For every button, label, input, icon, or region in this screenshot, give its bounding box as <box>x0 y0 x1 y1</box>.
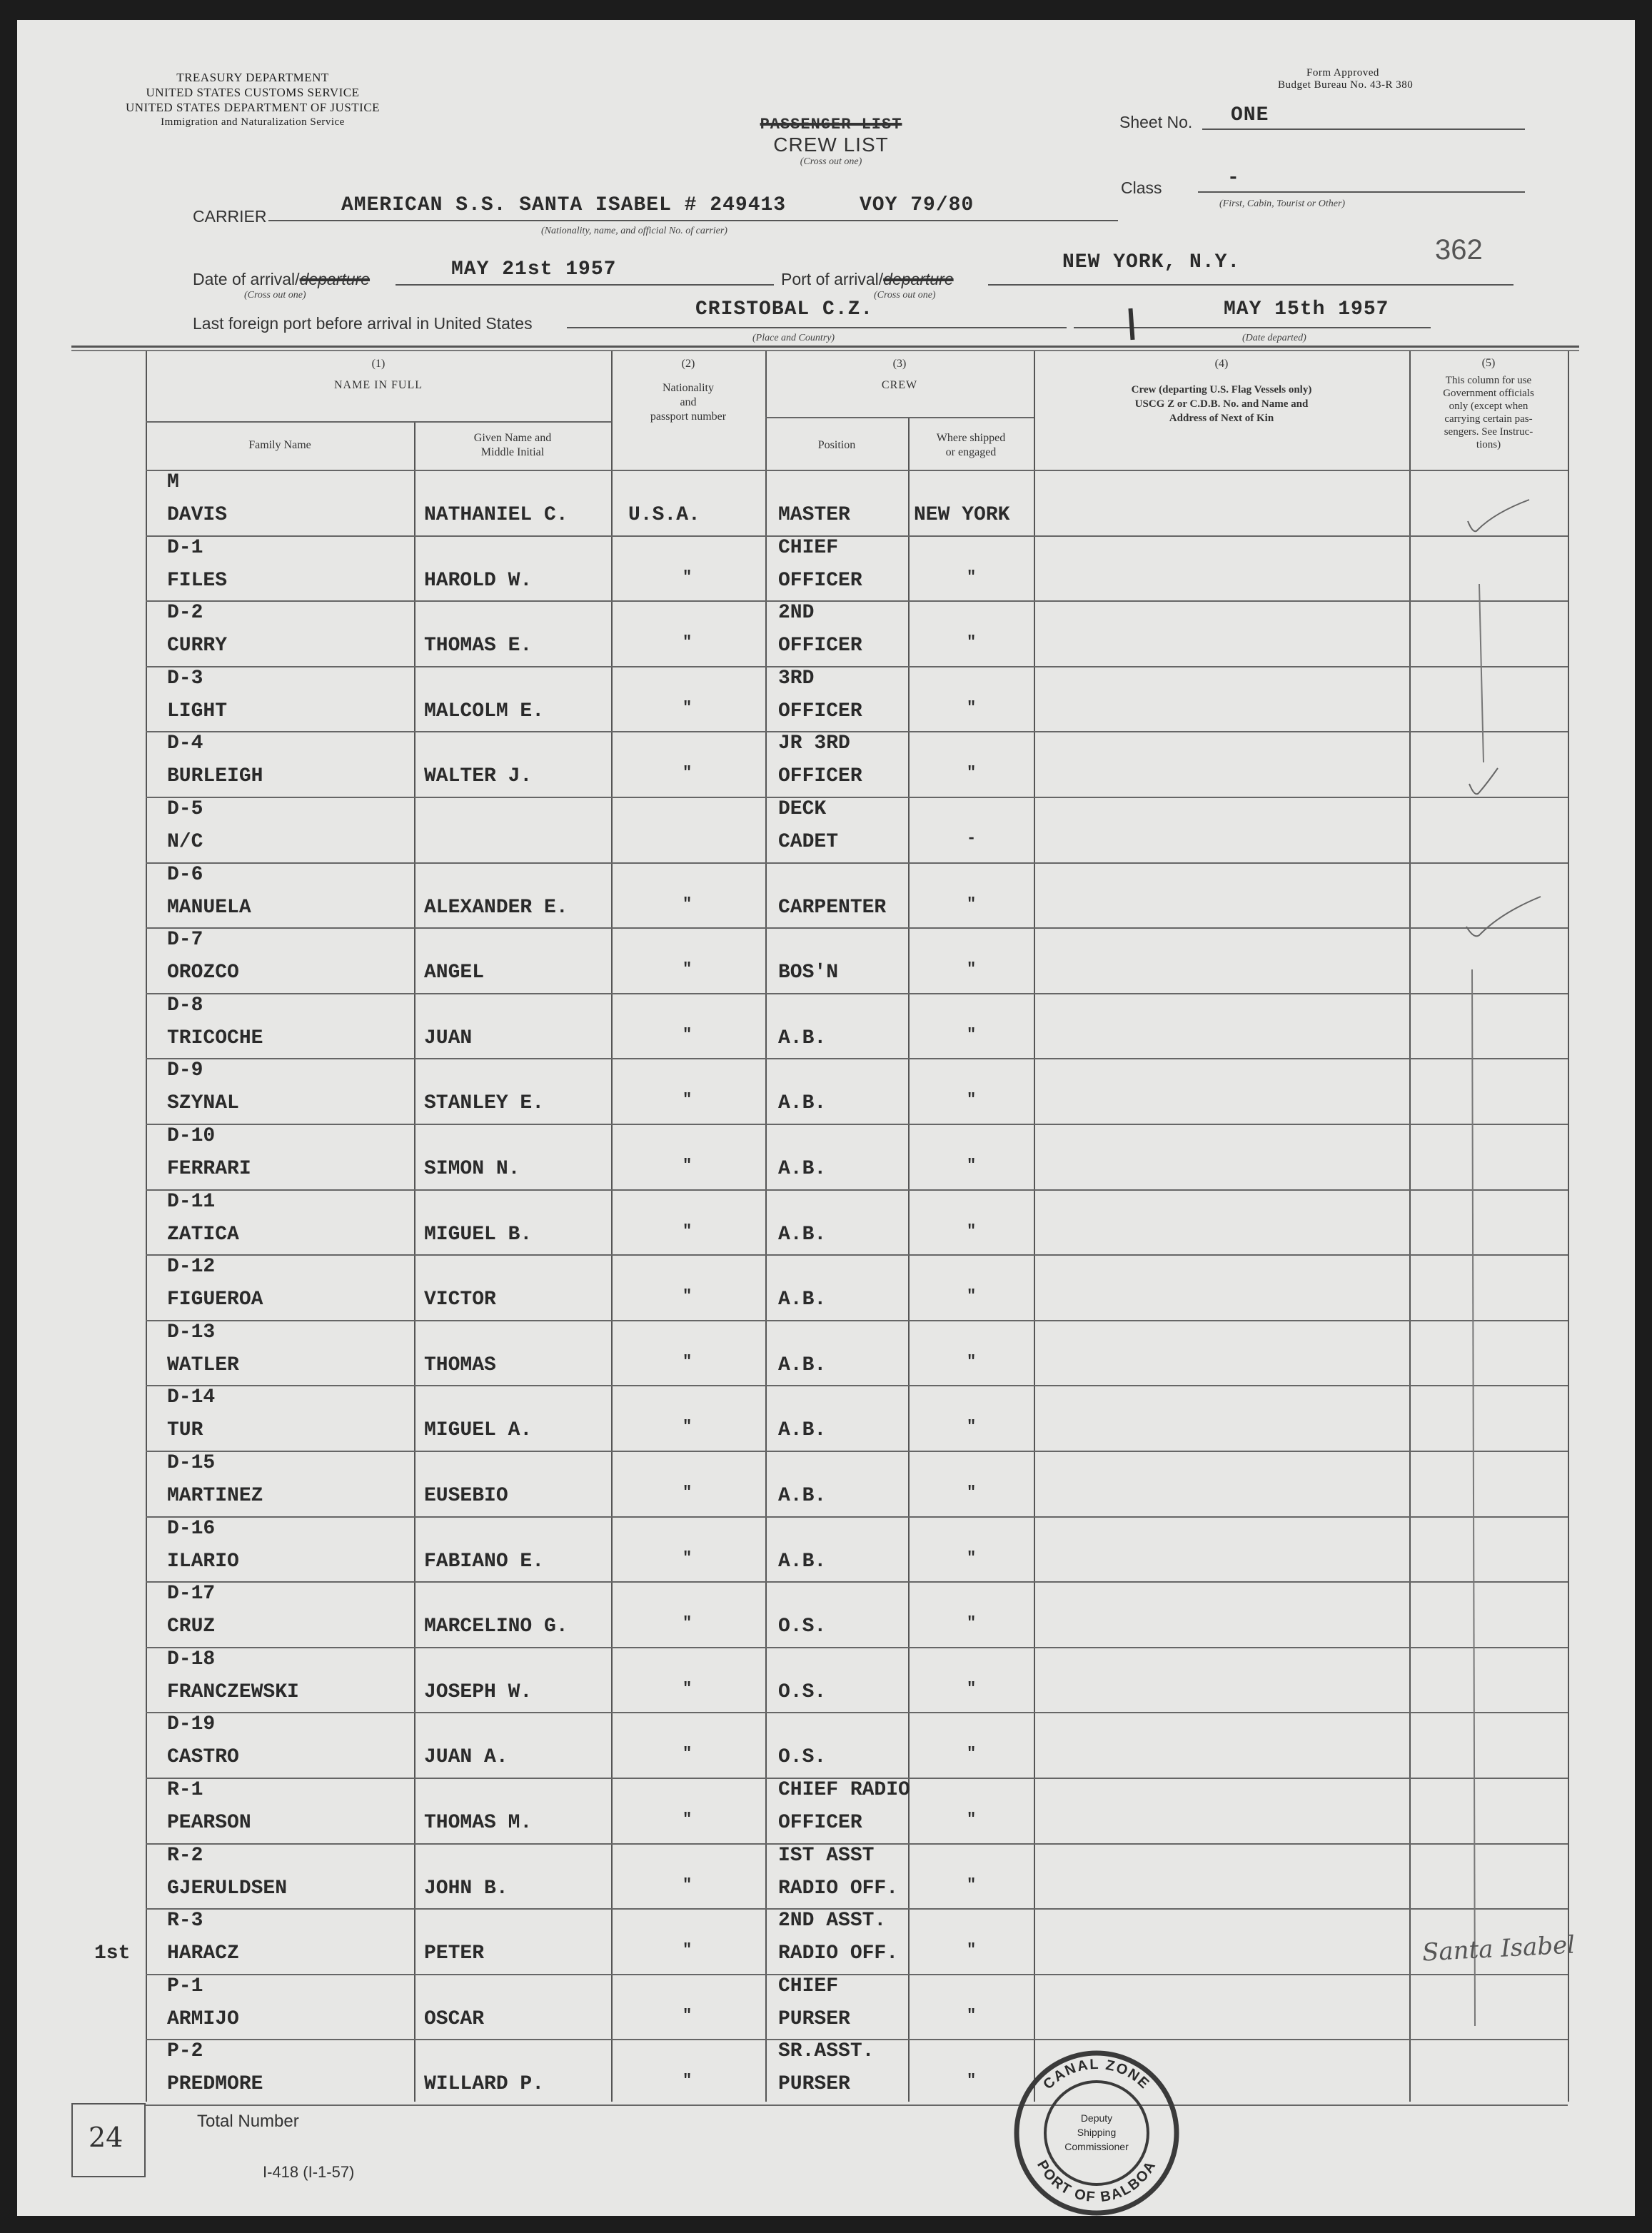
family-name: CRUZ <box>167 1615 216 1638</box>
table-border-right <box>1568 351 1569 2102</box>
given-name-header <box>414 431 611 460</box>
position-line-1: CHIEF <box>778 536 839 559</box>
port-line <box>988 284 1514 286</box>
total-number-value: 24 <box>89 2122 124 2153</box>
given-name: STANLEY E. <box>424 1092 545 1115</box>
nationality: " <box>683 1679 692 1698</box>
given-name: JOSEPH W. <box>424 1680 533 1703</box>
family-name: FRANCZEWSKI <box>167 1680 299 1703</box>
check-mark-2 <box>1469 768 1498 794</box>
handwritten-number: 362 <box>1435 234 1483 266</box>
position-line-1: CHIEF <box>778 1975 839 1997</box>
where-shipped-header-2: or engaged <box>945 446 997 458</box>
crew-code: D-10 <box>167 1125 216 1147</box>
stamp-top-text: CANAL ZONE <box>1040 2056 1153 2093</box>
family-name: GJERULDSEN <box>167 1877 288 1900</box>
crew-code: D-9 <box>167 1059 203 1082</box>
family-name: FILES <box>167 569 228 592</box>
col-1-header <box>146 357 611 393</box>
arrival-date-value: MAY 21st 1957 <box>451 258 617 281</box>
row-divider <box>146 927 1568 929</box>
check-line-2 <box>1472 969 1475 2026</box>
family-name: N/C <box>167 831 203 853</box>
family-name-header: Family Name <box>248 439 311 451</box>
check-mark-3 <box>1466 897 1541 936</box>
crew-code: D-2 <box>167 602 203 625</box>
header-rule-2 <box>71 350 1579 351</box>
row-divider <box>146 1647 1568 1648</box>
col-4-line-1: Crew (departing U.S. Flag Vessels only) <box>1131 384 1312 395</box>
nationality: " <box>683 1352 692 1371</box>
where-shipped: NEW YORK <box>914 504 1010 526</box>
family-name: ZATICA <box>167 1223 239 1246</box>
given-name: MALCOLM E. <box>424 700 545 722</box>
family-name: PEARSON <box>167 1812 251 1834</box>
crew-code: R-2 <box>167 1844 203 1867</box>
crew-code: R-1 <box>167 1779 203 1801</box>
col-1-title: NAME IN FULL <box>334 379 423 391</box>
where-shipped: " <box>967 1614 977 1633</box>
position-line-1: SR.ASST. <box>778 2040 875 2063</box>
col-5-line-6: tions) <box>1476 439 1501 450</box>
sheet-no-value: ONE <box>1231 104 1269 126</box>
crew-code: D-17 <box>167 1583 216 1606</box>
crew-code: D-15 <box>167 1452 216 1474</box>
row-divider <box>146 993 1568 994</box>
row-divider <box>146 666 1568 667</box>
col-2-header <box>611 357 765 424</box>
row-divider <box>146 1254 1568 1256</box>
where-shipped: " <box>967 1679 977 1698</box>
sheet-no-label: Sheet No. <box>1119 113 1193 131</box>
table-border-left <box>146 351 147 2102</box>
nationality: " <box>683 1025 692 1044</box>
where-shipped: " <box>967 1287 977 1306</box>
crew-code: D-12 <box>167 1256 216 1279</box>
where-shipped: " <box>967 1221 977 1240</box>
family-name: FIGUEROA <box>167 1289 263 1311</box>
given-name: VICTOR <box>424 1289 496 1311</box>
where-shipped: " <box>967 1483 977 1501</box>
family-name: ARMIJO <box>167 2007 239 2030</box>
position-line-2: A.B. <box>778 1092 827 1115</box>
nationality: " <box>683 698 692 717</box>
position-line-2: BOS'N <box>778 962 839 984</box>
verification-marks <box>1409 470 1568 2105</box>
where-shipped: " <box>967 1548 977 1567</box>
family-name: BURLEIGH <box>167 765 263 788</box>
position-line-1: 2ND ASST. <box>778 1910 887 1932</box>
header-rule-1 <box>71 346 1579 348</box>
given-name: ALEXANDER E. <box>424 896 568 919</box>
col-divider-2 <box>611 351 613 2102</box>
last-port-value: CRISTOBAL C.Z. <box>695 298 874 321</box>
nationality: " <box>683 764 692 782</box>
position-line-2: OFFICER <box>778 700 862 722</box>
last-port-line <box>567 327 1067 328</box>
where-shipped: " <box>967 1810 977 1828</box>
col-3-title: CREW <box>881 379 918 391</box>
col-4-header <box>1034 357 1409 425</box>
row-divider <box>146 1189 1568 1191</box>
sheet-no-line <box>1202 128 1525 130</box>
where-shipped: " <box>967 1941 977 1960</box>
dept-line-3: UNITED STATES DEPARTMENT OF JUSTICE <box>125 101 381 114</box>
nationality: " <box>683 1614 692 1633</box>
where-shipped: " <box>967 1091 977 1109</box>
where-shipped: " <box>967 2006 977 2025</box>
crew-code: D-19 <box>167 1713 216 1736</box>
position-line-1: CHIEF RADIO <box>778 1779 910 1801</box>
position-line-2: MASTER <box>778 504 850 526</box>
crew-code: P-1 <box>167 1975 203 1997</box>
row-divider <box>146 1124 1568 1125</box>
ink-mark <box>1128 308 1134 340</box>
position-line-1: IST ASST <box>778 1844 875 1867</box>
class-value: - <box>1227 167 1240 189</box>
nationality: " <box>683 894 692 913</box>
where-shipped: " <box>967 2072 977 2090</box>
given-name: THOMAS M. <box>424 1812 533 1834</box>
col-5-header <box>1409 357 1568 451</box>
given-name: PETER <box>424 1942 485 1965</box>
given-name: SIMON N. <box>424 1158 520 1180</box>
position-line-2: OFFICER <box>778 765 862 788</box>
position-line-2: A.B. <box>778 1289 827 1311</box>
family-name: OROZCO <box>167 962 239 984</box>
family-name: HARACZ <box>167 1942 239 1965</box>
nationality: " <box>683 960 692 979</box>
family-name: DAVIS <box>167 504 228 526</box>
given-name-header-2: Middle Initial <box>480 446 545 458</box>
crew-code: D-8 <box>167 994 203 1017</box>
where-shipped-header-1: Where shipped <box>936 432 1006 444</box>
position-line-1: 3RD <box>778 667 815 690</box>
position-line-2: A.B. <box>778 1485 827 1507</box>
last-port-note: (Place and Country) <box>752 333 835 343</box>
where-shipped: - <box>967 830 977 847</box>
crew-code: D-1 <box>167 536 203 559</box>
row-divider <box>146 535 1568 537</box>
stamp-inner-2: Shipping <box>1077 2127 1117 2138</box>
col-divider-3 <box>765 351 767 2102</box>
where-shipped: " <box>967 1745 977 1763</box>
nationality: " <box>683 633 692 652</box>
col-2-line-3: passport number <box>650 410 727 423</box>
col-5-line-4: carrying certain pas- <box>1444 413 1533 425</box>
form-number: I-418 (I-1-57) <box>263 2163 355 2181</box>
nationality: " <box>683 1941 692 1960</box>
crew-code: M <box>167 471 179 493</box>
position-line-2: RADIO OFF. <box>778 1942 899 1965</box>
given-name: FABIANO E. <box>424 1550 545 1573</box>
dept-line-2: UNITED STATES CUSTOMS SERVICE <box>146 86 360 99</box>
where-shipped: " <box>967 633 977 652</box>
document-title-block <box>724 116 938 168</box>
position-line-2: PURSER <box>778 2007 850 2030</box>
position-line-1: 2ND <box>778 602 815 625</box>
family-name: SZYNAL <box>167 1092 239 1115</box>
position-line-2: A.B. <box>778 1223 827 1246</box>
family-name: MARTINEZ <box>167 1485 263 1507</box>
position-line-2: CADET <box>778 831 839 853</box>
col-3-number: (3) <box>892 358 907 370</box>
position-line-2: A.B. <box>778 1419 827 1442</box>
position-header: Position <box>817 439 856 451</box>
header-bottom-rule <box>146 470 1568 471</box>
title-cross-note: (Cross out one) <box>800 156 862 167</box>
given-name: THOMAS E. <box>424 635 533 657</box>
form-approved <box>1278 67 1506 91</box>
stamp-inner-3: Commissioner <box>1064 2141 1129 2152</box>
row-divider <box>146 2105 1568 2106</box>
form-approved-line-2: Budget Bureau No. 43-R 380 <box>1278 79 1414 91</box>
crew-code: D-16 <box>167 1517 216 1540</box>
arrival-departure-struck: departure <box>299 270 371 288</box>
where-shipped: " <box>967 1156 977 1174</box>
col-divider-3b <box>908 417 910 2102</box>
crew-code: D-11 <box>167 1190 216 1213</box>
crew-code: D-13 <box>167 1321 216 1344</box>
crew-code: D-14 <box>167 1386 216 1409</box>
arrival-date-label-text: Date of arrival/ <box>193 270 300 288</box>
position-line-1: JR 3RD <box>778 732 850 755</box>
crew-code: P-2 <box>167 2040 203 2063</box>
row-divider <box>146 1581 1568 1583</box>
last-port-label: Last foreign port before arrival in United States <box>193 314 533 333</box>
dept-line-4: Immigration and Naturalization Service <box>161 116 345 128</box>
col-5-line-2: Government officials <box>1443 388 1534 399</box>
where-shipped: " <box>967 960 977 979</box>
family-name: CASTRO <box>167 1746 239 1769</box>
col-4-line-2: USCG Z or C.D.B. No. and Name and <box>1134 398 1309 410</box>
family-name: CURRY <box>167 635 228 657</box>
canal-zone-stamp <box>1009 2046 1184 2220</box>
stamp-inner-1: Deputy <box>1080 2112 1113 2124</box>
position-line-1: DECK <box>778 798 827 820</box>
passenger-list-struck: PASSENGER LIST <box>760 116 902 133</box>
col-5-number: (5) <box>1481 357 1496 369</box>
position-line-2: A.B. <box>778 1158 827 1180</box>
row-divider <box>146 1712 1568 1713</box>
where-shipped-header <box>908 431 1034 460</box>
family-name: ILARIO <box>167 1550 239 1573</box>
given-name-header-1: Given Name and <box>473 432 552 444</box>
total-number-box <box>71 2103 146 2177</box>
crew-code: D-5 <box>167 798 203 820</box>
check-line-1 <box>1479 584 1484 762</box>
given-name: MARCELINO G. <box>424 1615 568 1638</box>
family-name: MANUELA <box>167 896 251 919</box>
row-divider <box>146 731 1568 732</box>
family-name: FERRARI <box>167 1158 251 1180</box>
arrival-date-note: (Cross out one) <box>244 290 306 301</box>
given-name: JUAN <box>424 1027 473 1049</box>
position-line-2: OFFICER <box>778 635 862 657</box>
nationality: " <box>683 1091 692 1109</box>
row-divider <box>146 1058 1568 1059</box>
nationality: " <box>683 1810 692 1828</box>
row-divider <box>146 862 1568 864</box>
row-divider <box>146 797 1568 798</box>
position-line-2: OFFICER <box>778 569 862 592</box>
family-name: WATLER <box>167 1354 239 1376</box>
arrival-date-label <box>193 270 370 289</box>
given-name: JUAN A. <box>424 1746 508 1769</box>
where-shipped: " <box>967 1875 977 1894</box>
date-departed-line <box>1074 327 1431 328</box>
position-line-2: O.S. <box>778 1680 827 1703</box>
name-subheader-rule <box>146 421 611 423</box>
col-4-line-3: Address of Next of Kin <box>1169 413 1274 424</box>
family-name: LIGHT <box>167 700 228 722</box>
carrier-note: (Nationality, name, and official No. of carrier) <box>541 226 727 236</box>
given-name: WALTER J. <box>424 765 533 788</box>
family-name: TUR <box>167 1419 203 1442</box>
nationality: " <box>683 568 692 586</box>
col-5-line-5: sengers. See Instruc- <box>1444 426 1533 438</box>
given-name: ANGEL <box>424 962 485 984</box>
col-3-header <box>765 357 1034 393</box>
class-label: Class <box>1121 178 1162 197</box>
crew-subheader-rule <box>765 417 1034 418</box>
position-line-2: CARPENTER <box>778 896 887 919</box>
where-shipped: " <box>967 894 977 913</box>
nationality: " <box>683 1221 692 1240</box>
given-name: MIGUEL B. <box>424 1223 533 1246</box>
class-line <box>1198 191 1525 193</box>
row-divider <box>146 600 1568 602</box>
nationality: " <box>683 1483 692 1501</box>
crew-code: D-6 <box>167 863 203 886</box>
dept-line-1: TREASURY DEPARTMENT <box>176 71 329 84</box>
nationality: " <box>683 1156 692 1174</box>
col-2-number: (2) <box>681 358 695 370</box>
nationality: " <box>683 2072 692 2090</box>
position-line-2: RADIO OFF. <box>778 1877 899 1900</box>
position-line-2: O.S. <box>778 1746 827 1769</box>
nationality: " <box>683 1548 692 1567</box>
port-departure-struck: departure <box>883 270 954 288</box>
crew-code: D-3 <box>167 667 203 690</box>
col-divider-4 <box>1034 351 1035 2102</box>
given-name: HAROLD W. <box>424 569 533 592</box>
handwritten-signature: Santa Isabel <box>1421 1930 1576 1967</box>
nationality: " <box>683 1418 692 1436</box>
row-prefix: 1st <box>94 1942 131 1965</box>
voyage-value: VOY 79/80 <box>860 194 974 216</box>
col-5-line-3: only (except when <box>1449 400 1528 412</box>
position-line-2: O.S. <box>778 1615 827 1638</box>
where-shipped: " <box>967 1025 977 1044</box>
arrival-date-line <box>396 284 774 286</box>
port-label-text: Port of arrival/ <box>781 270 884 288</box>
date-departed-value: MAY 15th 1957 <box>1224 298 1389 321</box>
given-name: JOHN B. <box>424 1877 508 1900</box>
given-name: NATHANIEL C. <box>424 504 568 526</box>
col-2-line-2: and <box>680 396 697 408</box>
port-value: NEW YORK, N.Y. <box>1062 251 1241 273</box>
nationality: " <box>683 2006 692 2025</box>
family-name: TRICOCHE <box>167 1027 263 1049</box>
where-shipped: " <box>967 1352 977 1371</box>
agency-header <box>74 70 431 130</box>
crew-list-document <box>17 20 1635 2216</box>
port-label <box>781 270 954 289</box>
crew-code: R-3 <box>167 1910 203 1932</box>
col-divider-1b <box>414 423 415 2102</box>
form-approved-line-1: Form Approved <box>1306 67 1379 79</box>
where-shipped: " <box>967 698 977 717</box>
given-name: EUSEBIO <box>424 1485 508 1507</box>
position-line-2: A.B. <box>778 1027 827 1049</box>
where-shipped: " <box>967 568 977 586</box>
class-note: (First, Cabin, Tourist or Other) <box>1219 198 1346 209</box>
col-2-line-1: Nationality <box>663 382 714 394</box>
date-departed-note: (Date departed) <box>1242 333 1306 343</box>
col-4-number: (4) <box>1214 358 1229 370</box>
crew-code: D-4 <box>167 732 203 755</box>
carrier-label: CARRIER <box>193 207 267 226</box>
crew-code: D-7 <box>167 929 203 952</box>
position-line-2: PURSER <box>778 2073 850 2096</box>
row-divider <box>146 1974 1568 1975</box>
given-name: WILLARD P. <box>424 2073 545 2096</box>
nationality: U.S.A. <box>628 504 700 526</box>
position-line-2: A.B. <box>778 1354 827 1376</box>
nationality: " <box>683 1745 692 1763</box>
where-shipped: " <box>967 764 977 782</box>
row-divider <box>146 1516 1568 1518</box>
crew-list-title: CREW LIST <box>773 133 889 156</box>
total-number-label: Total Number <box>197 2112 299 2131</box>
check-mark-1 <box>1468 500 1529 531</box>
position-line-2: OFFICER <box>778 1812 862 1834</box>
nationality: " <box>683 1875 692 1894</box>
col-5-line-1: This column for use <box>1445 375 1532 386</box>
port-note: (Cross out one) <box>874 290 936 301</box>
where-shipped: " <box>967 1418 977 1436</box>
given-name: OSCAR <box>424 2007 485 2030</box>
carrier-value: AMERICAN S.S. SANTA ISABEL # 249413 <box>341 194 787 216</box>
stamp-bottom-text: PORT OF BALBOA <box>1034 2157 1159 2206</box>
row-divider <box>146 1451 1568 1452</box>
carrier-line <box>268 220 1118 221</box>
position-line-2: A.B. <box>778 1550 827 1573</box>
given-name: MIGUEL A. <box>424 1419 533 1442</box>
family-name: PREDMORE <box>167 2073 263 2096</box>
col-1-number: (1) <box>371 358 386 370</box>
given-name: THOMAS <box>424 1354 496 1376</box>
row-divider <box>146 1320 1568 1321</box>
nationality: " <box>683 1287 692 1306</box>
row-divider <box>146 1385 1568 1386</box>
crew-code: D-18 <box>167 1648 216 1670</box>
